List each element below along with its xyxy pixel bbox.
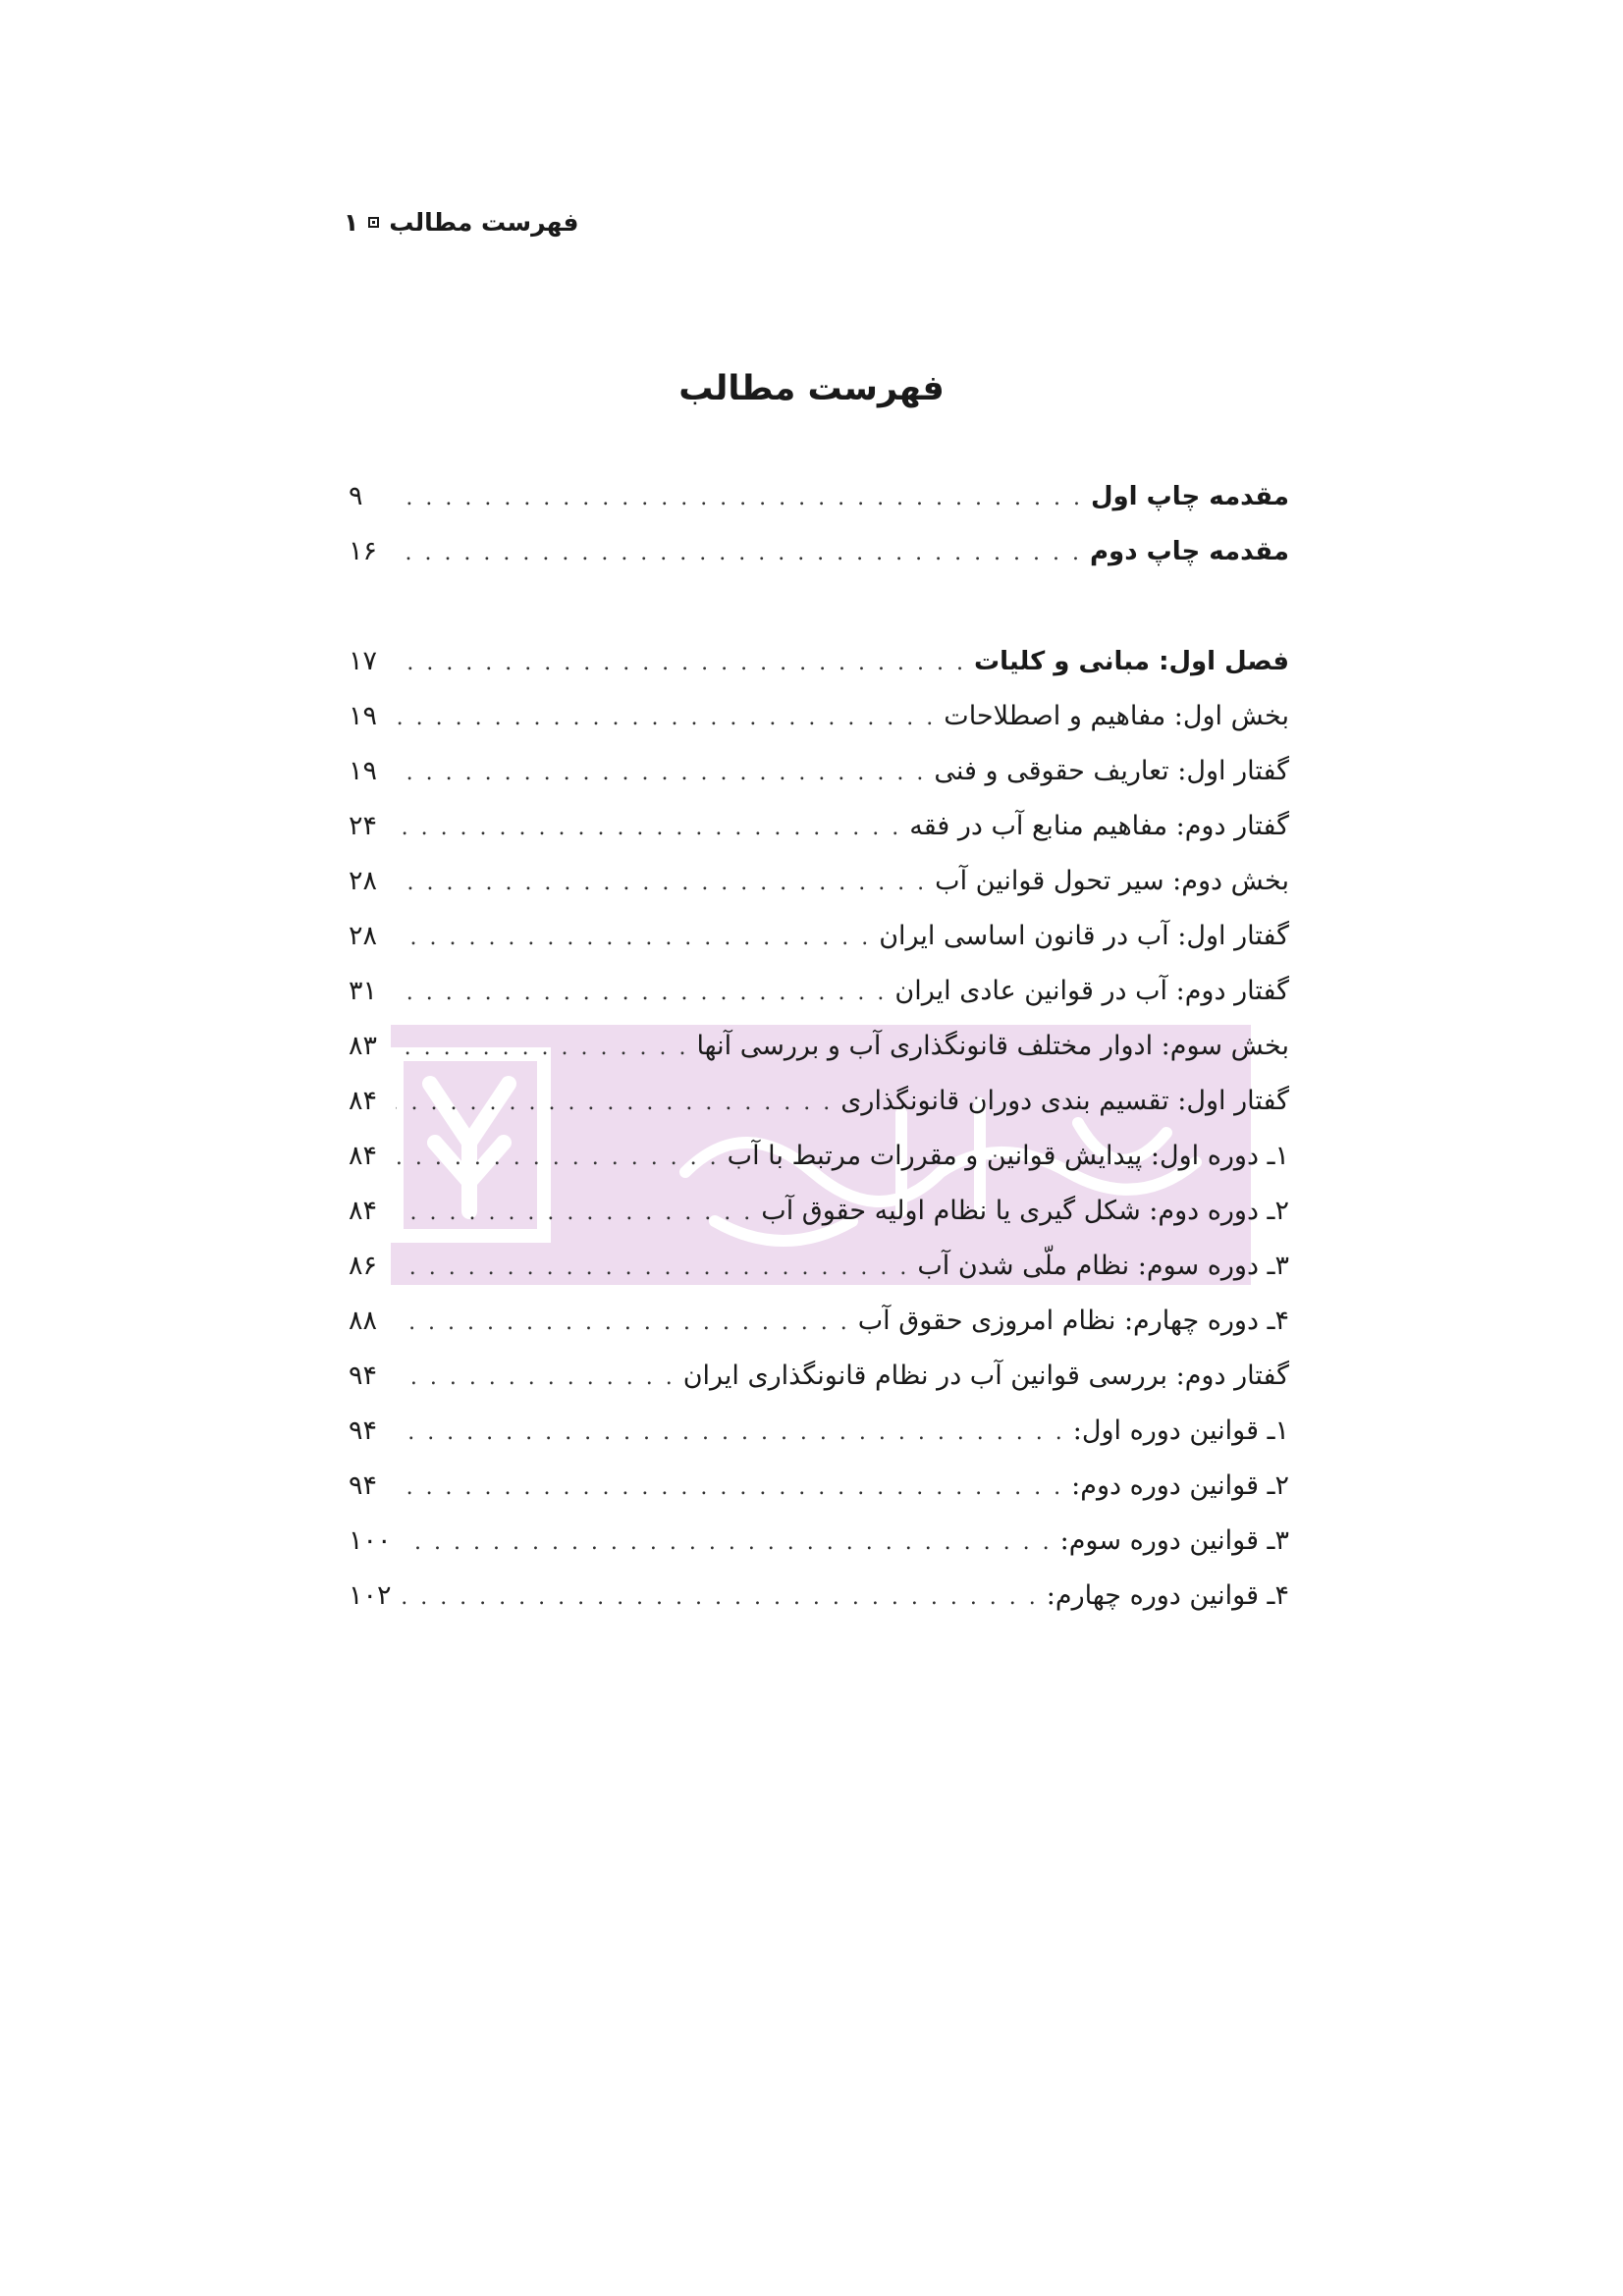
toc-entry-page: ۱۹ — [349, 756, 378, 786]
toc-dot-leader — [396, 981, 887, 1005]
toc-entry-page: ۹۴ — [349, 1415, 378, 1446]
toc-entry-title: گفتار اول: آب در قانون اساسی ایران — [879, 921, 1289, 951]
toc-entry-title: بخش اول: مفاهیم و اصطلاحات — [944, 701, 1289, 731]
toc-entry[interactable] — [349, 1361, 1328, 1406]
toc-entry-title: مقدمه چاپ دوم — [1090, 537, 1289, 566]
toc-entry[interactable] — [349, 976, 1336, 1021]
toc-entry[interactable] — [349, 1580, 1336, 1626]
toc-dot-leader — [396, 651, 966, 675]
toc-entry-title: ۱ـ دوره اول: پیدایش قوانین و مقررات مرتبط با آب — [727, 1141, 1289, 1171]
toc-dot-leader — [396, 541, 1082, 565]
toc-entry-page: ۸۴ — [349, 1086, 378, 1116]
toc-entry-page: ۹ — [349, 481, 363, 511]
toc-dot-leader — [396, 1365, 676, 1390]
toc-entry-page: ۹۴ — [349, 1470, 378, 1501]
toc-entry[interactable] — [349, 1196, 1336, 1241]
toc-entry-title: ۱ـ قوانین دوره اول: — [1072, 1415, 1289, 1446]
toc-entry-title: گفتار دوم: آب در قوانین عادی ایران — [894, 976, 1289, 1006]
toc-entry-page: ۳۱ — [349, 976, 378, 1006]
running-header-page-number: ۱ — [344, 208, 359, 237]
toc-entry-title: گفتار دوم: بررسی قوانین آب در نظام قانونگذاری ایران — [682, 1361, 1289, 1391]
toc-entry-title: ۲ـ قوانین دوره دوم: — [1071, 1470, 1289, 1501]
toc-entry[interactable] — [349, 1031, 1328, 1076]
toc-dot-leader — [396, 1475, 1063, 1500]
toc-dot-leader — [396, 706, 936, 730]
toc-entry[interactable] — [349, 701, 1328, 746]
toc-entry[interactable] — [349, 646, 1289, 691]
toc-entry-title: گفتار دوم: مفاهیم منابع آب در فقه — [909, 811, 1289, 841]
toc-entry[interactable] — [349, 1415, 1336, 1461]
toc-entry-page: ۹۴ — [349, 1361, 378, 1391]
toc-entry-title: فصل اول: مبانی و کلیات — [973, 647, 1289, 676]
toc-entry[interactable] — [349, 1086, 1336, 1131]
toc-entry-title: بخش دوم: سیر تحول قوانین آب — [935, 866, 1289, 896]
toc-entry-page: ۱۰۲ — [349, 1580, 392, 1611]
toc-dot-leader — [400, 1585, 1039, 1610]
toc-dot-leader — [400, 1530, 1053, 1555]
toc-entry[interactable] — [349, 481, 1289, 526]
toc-entry-page: ۱۶ — [349, 536, 378, 566]
running-header-title: فهرست مطالب — [389, 208, 579, 237]
toc-entry-page: ۸۴ — [349, 1196, 378, 1226]
toc-entry-page: ۸۸ — [349, 1306, 378, 1336]
toc-entry-title: ۴ـ دوره چهارم: نظام امروزی حقوق آب — [857, 1306, 1289, 1336]
toc-entry[interactable] — [349, 1306, 1336, 1351]
toc-entry[interactable] — [349, 1251, 1336, 1296]
toc-entry-title: ۳ـ دوره سوم: نظام ملّی شدن آب — [917, 1251, 1289, 1281]
toc-entry-page: ۱۷ — [349, 646, 378, 676]
toc-entry[interactable] — [349, 1470, 1336, 1516]
toc-dot-leader — [396, 1201, 753, 1225]
toc-dot-leader — [396, 1036, 688, 1060]
toc-dot-leader — [396, 926, 871, 950]
toc-entry-page: ۸۴ — [349, 1141, 378, 1171]
toc-entry[interactable] — [349, 921, 1336, 966]
toc-entry-page: ۲۸ — [349, 866, 378, 896]
toc-dot-leader — [396, 1255, 909, 1280]
toc-entry-page: ۲۸ — [349, 921, 378, 951]
toc-entry[interactable] — [349, 536, 1289, 581]
running-header — [344, 208, 579, 237]
toc-dot-leader — [396, 1420, 1065, 1445]
toc-dot-leader — [396, 816, 901, 840]
page-title: فهرست مطالب — [678, 369, 945, 408]
toc-entry[interactable] — [349, 811, 1336, 856]
toc-entry[interactable] — [349, 1141, 1336, 1186]
toc-entry[interactable] — [349, 756, 1336, 801]
toc-entry-title: مقدمه چاپ اول — [1090, 482, 1289, 511]
toc-entry-page: ۲۴ — [349, 811, 378, 841]
toc-entry-page: ۸۳ — [349, 1031, 378, 1061]
toc-dot-leader — [396, 1310, 850, 1335]
toc-dot-leader — [396, 1091, 833, 1115]
toc-entry-title: گفتار اول: تعاریف حقوقی و فنی — [934, 756, 1289, 786]
toc-dot-leader — [396, 1146, 720, 1170]
square-bullet-icon — [368, 217, 379, 228]
toc-entry-page: ۸۶ — [349, 1251, 378, 1281]
toc-dot-leader — [396, 486, 1083, 510]
toc-entry-page: ۱۰۰ — [349, 1525, 392, 1556]
toc-entry-title: بخش سوم: ادوار مختلف قانونگذاری آب و بررسی آنها — [696, 1031, 1289, 1061]
toc-entry[interactable] — [349, 866, 1328, 911]
toc-entry-page: ۱۹ — [349, 701, 378, 731]
toc-entry-title: گفتار اول: تقسیم بندی دوران قانونگذاری — [840, 1086, 1289, 1116]
toc-entry-title: ۲ـ دوره دوم: شکل گیری یا نظام اولیه حقوق آب — [761, 1196, 1289, 1226]
toc-entry[interactable] — [349, 1525, 1336, 1571]
toc-entry-title: ۴ـ قوانین دوره چهارم: — [1046, 1580, 1289, 1611]
toc-dot-leader — [396, 761, 926, 785]
toc-entry-title: ۳ـ قوانین دوره سوم: — [1059, 1525, 1289, 1556]
toc-dot-leader — [396, 871, 927, 895]
